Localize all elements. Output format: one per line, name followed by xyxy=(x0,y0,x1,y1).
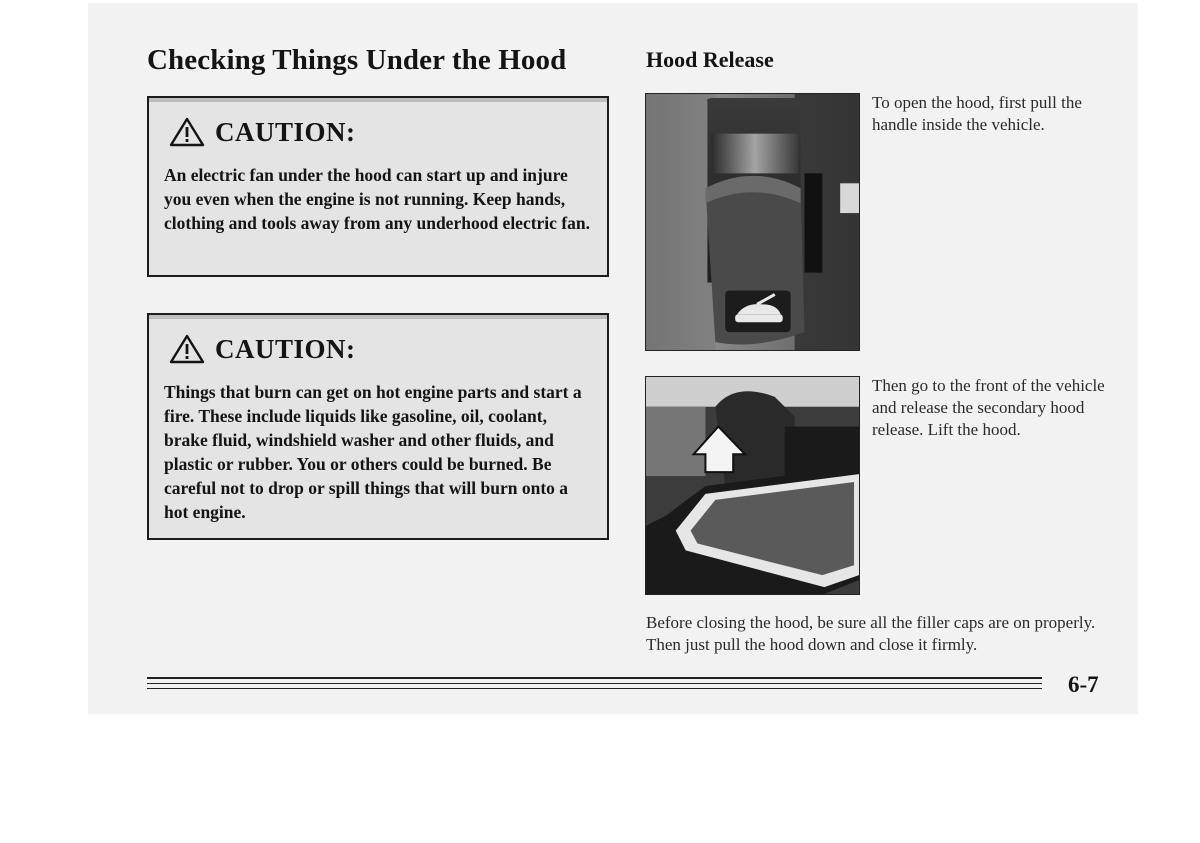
hood-release-handle-illustration xyxy=(646,94,859,350)
secondary-hood-release-photo xyxy=(645,376,860,595)
caution-box-fan xyxy=(147,96,609,277)
subsection-title: Hood Release xyxy=(646,47,774,72)
closing-hood-text: Before closing the hood, be sure all the filler caps are on properly. Then just pull the hood down and close it firmly. xyxy=(646,613,1096,654)
section-title: Checking Things Under the Hood xyxy=(147,44,567,76)
warning-triangle-icon xyxy=(169,333,205,365)
caution-header xyxy=(169,333,356,365)
caution-header xyxy=(169,116,356,148)
page-number: 6-7 xyxy=(1068,672,1099,697)
caution-label: CAUTION: xyxy=(215,116,356,147)
hood-release-handle-photo xyxy=(645,93,860,351)
footer-rule xyxy=(147,688,1042,689)
caution-box-fire xyxy=(147,313,609,540)
warning-triangle-icon xyxy=(169,116,205,148)
caution-text: Things that burn can get on hot engine parts and start a fire. These include liquids like gasoline, oil, coolant, brake fluid, windshield washer and other fluids, and plastic or rubber. You or others could be burned. Be careful not to drop or spill things that will burn onto a hot engine. xyxy=(164,382,582,522)
secondary-hood-release-illustration xyxy=(646,377,859,594)
footer-rule xyxy=(147,683,1042,684)
footer-rule xyxy=(147,677,1042,679)
caution-label: CAUTION: xyxy=(215,333,356,364)
step-text-secondary-release: Then go to the front of the vehicle and release the secondary hood release. Lift the hood. xyxy=(872,376,1105,439)
caution-text: An electric fan under the hood can start up and injure you even when the engine is not running. Keep hands, clothing and tools away from any underhood electric fan. xyxy=(164,165,590,233)
step-text-pull-handle: To open the hood, first pull the handle inside the vehicle. xyxy=(872,93,1082,134)
